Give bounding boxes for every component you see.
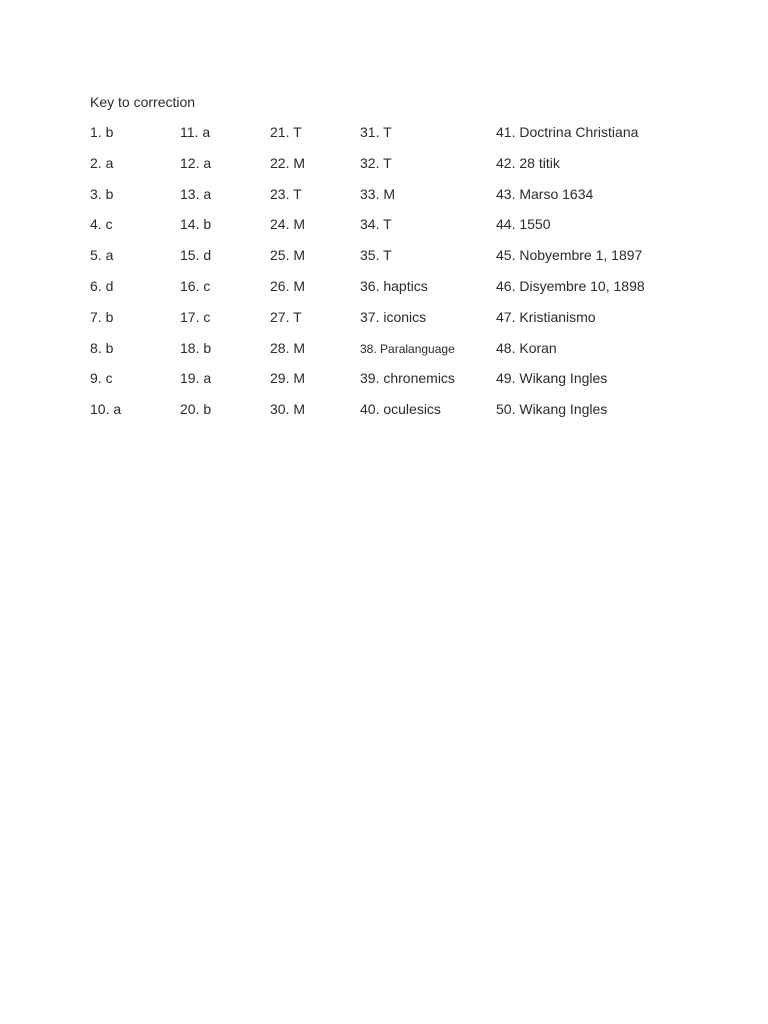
answer-item: 41. Doctrina Christiana [496, 124, 639, 140]
answer-item: 36. haptics [360, 277, 428, 294]
answer-item: 26. M [270, 277, 306, 294]
answer-item: 46. Disyembre 10, 1898 [496, 277, 645, 294]
answer-item: 32. T [360, 154, 392, 171]
answer-item: 39. chronemics [360, 370, 455, 387]
answer-item: 27. T [270, 308, 302, 325]
answer-item: 10. a [90, 401, 122, 418]
answer-item: 37. iconics [360, 308, 427, 325]
answer-item: 31. T [360, 124, 392, 140]
answer-item: 2. a [90, 154, 114, 171]
answer-item: 43. Marso 1634 [496, 185, 594, 202]
answer-item: 23. T [270, 185, 302, 202]
answer-item: 49. Wikang Ingles [496, 370, 608, 387]
answer-item: 4. c [90, 216, 113, 233]
answer-item: 34. T [360, 216, 392, 233]
answer-item: 20. b [180, 401, 212, 418]
answer-item: 13. a [180, 185, 212, 202]
answer-item: 30. M [270, 401, 306, 418]
answer-item: 17. c [180, 308, 211, 325]
answer-item: 42. 28 titik [496, 154, 560, 171]
answer-item: 1. b [90, 124, 114, 140]
answer-item: 48. Koran [496, 339, 557, 356]
answer-item: 18. b [180, 339, 212, 356]
answer-item: 16. c [180, 277, 211, 294]
answer-item: 6. d [90, 277, 114, 294]
answer-key-table [90, 124, 666, 432]
answer-item: 15. d [180, 247, 212, 264]
answer-item: 7. b [90, 308, 114, 325]
answer-item: 45. Nobyembre 1, 1897 [496, 247, 643, 264]
answer-item: 19. a [180, 370, 212, 387]
answer-item-text: 38. Paralanguage [360, 341, 455, 356]
answer-item: 33. M [360, 185, 396, 202]
answer-item [360, 340, 496, 371]
answer-item: 9. c [90, 370, 113, 387]
page-title: Key to correction [90, 94, 196, 110]
answer-item: 12. a [180, 154, 212, 171]
answer-item: 5. a [90, 247, 114, 264]
answer-item: 28. M [270, 339, 306, 356]
answer-item: 35. T [360, 247, 392, 264]
answer-item: 3. b [90, 185, 114, 202]
answer-item: 11. a [180, 124, 211, 140]
answer-item: 25. M [270, 247, 306, 264]
answer-item: 22. M [270, 154, 306, 171]
answer-item: 40. oculesics [360, 401, 441, 418]
answer-item: 8. b [90, 339, 114, 356]
answer-item: 50. Wikang Ingles [496, 401, 608, 418]
answer-item: 29. M [270, 370, 306, 387]
answer-item: 24. M [270, 216, 306, 233]
answer-item: 47. Kristianismo [496, 308, 596, 325]
answer-item: 21. T [270, 124, 302, 140]
answer-item: 14. b [180, 216, 212, 233]
answer-item: 44. 1550 [496, 216, 551, 233]
